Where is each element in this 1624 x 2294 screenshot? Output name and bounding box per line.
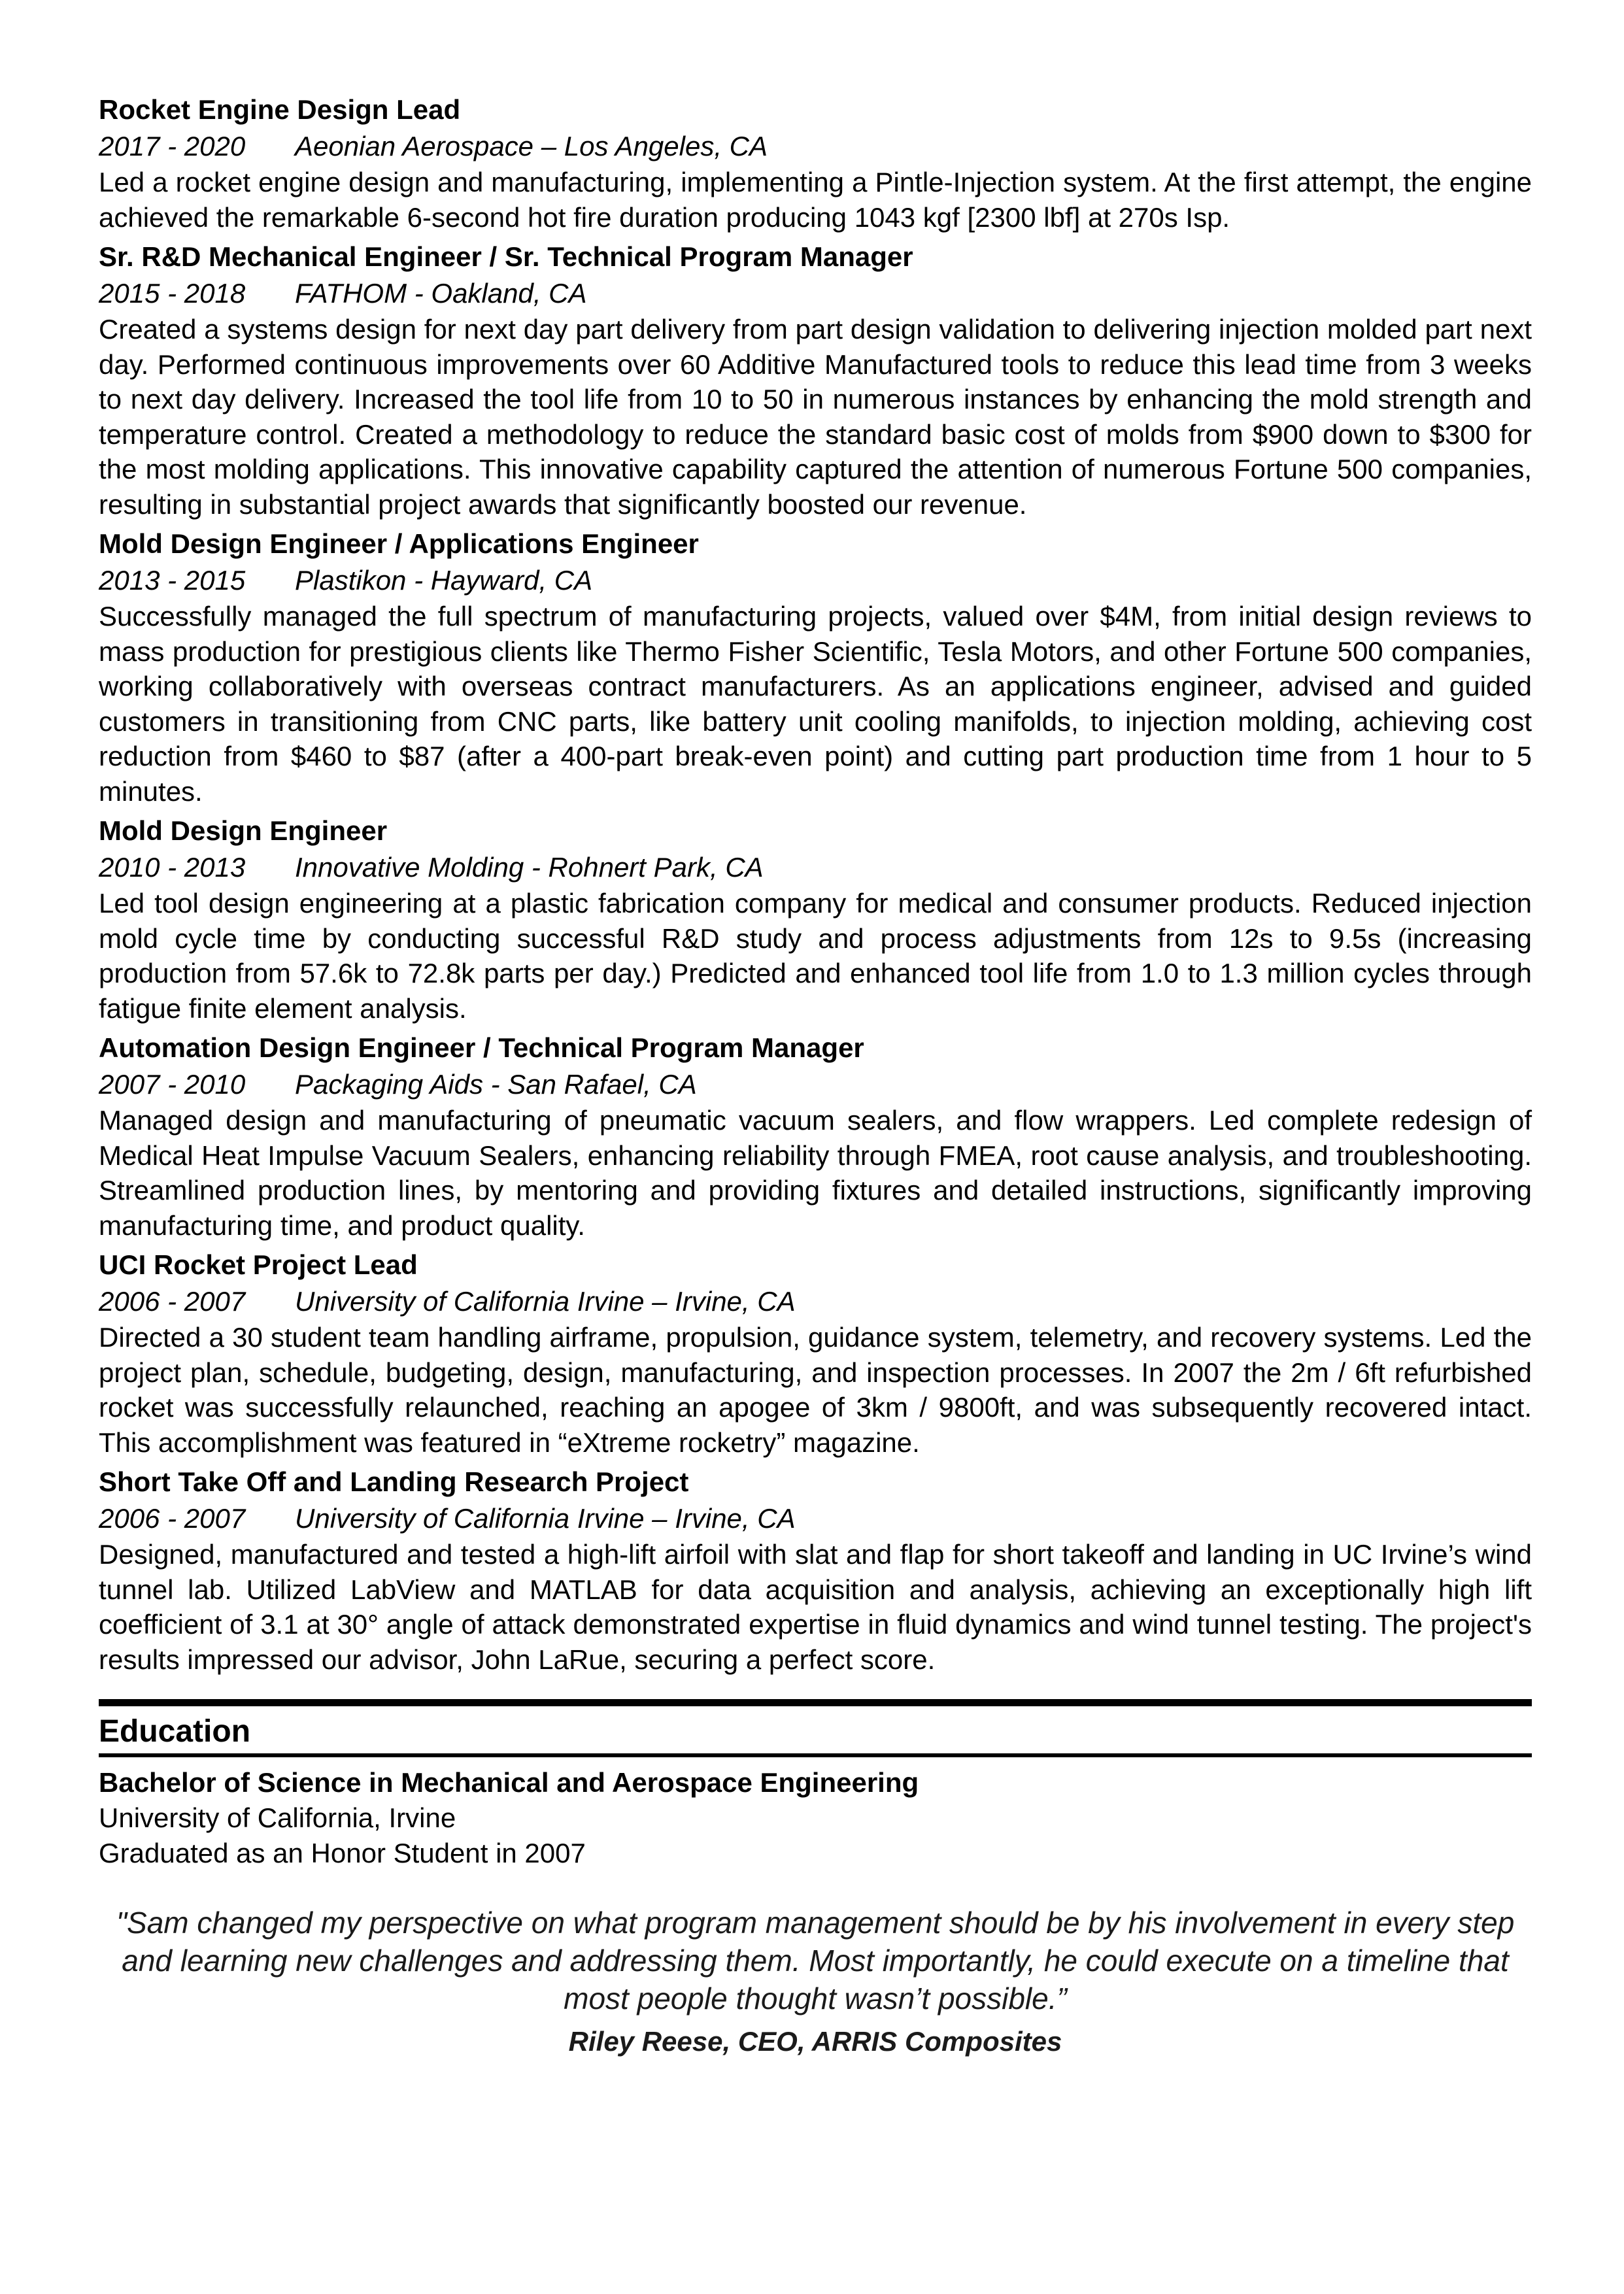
experience-entry-rocket-engine <box>99 92 1532 235</box>
job-meta <box>99 1500 1532 1537</box>
testimonial <box>99 1904 1532 2061</box>
job-organization: Innovative Molding - Rohnert Park, CA <box>295 852 764 883</box>
job-description: Led tool design engineering at a plastic fabrication company for medical and consumer products. Reduced injection mold cycle time by conducting successful R&D study and process adjustments from 12s to 9.5s (increasing production from 57.6k to 72.8k parts per day.) Predicted and enhanced tool life from 1.0 to 1.3 million cycles through fatigue finite element analysis. <box>99 888 1532 1024</box>
job-organization: Plastikon - Hayward, CA <box>295 565 593 596</box>
job-title: Automation Design Engineer / Technical Program Manager <box>99 1032 864 1063</box>
testimonial-author: Riley Reese, CEO, ARRIS Composites <box>568 2026 1062 2057</box>
education-degree: Bachelor of Science in Mechanical and Aerospace Engineering <box>99 1767 919 1798</box>
job-dates: 2006 - 2007 <box>99 1503 246 1534</box>
experience-entry-innovative-molding <box>99 813 1532 1026</box>
job-meta <box>99 275 1532 312</box>
education-heading: Education <box>99 1714 251 1749</box>
job-dates: 2017 - 2020 <box>99 131 246 161</box>
job-description: Designed, manufactured and tested a high-lift airfoil with slat and flap for short takeoff and landing in UC Irvine’s wind tunnel lab. Utilized LabView and MATLAB for data acquisition and analysis, achieving an exceptionally high lift coefficient of 3.1 at 30° angle of attack demonstrated expertise in fluid dynamics and wind tunnel testing. The project's results impressed our advisor, John LaRue, securing a perfect score. <box>99 1539 1532 1675</box>
experience-entry-fathom <box>99 239 1532 522</box>
job-organization: University of California Irvine – Irvine, CA <box>295 1286 796 1317</box>
job-meta <box>99 1066 1532 1103</box>
job-dates: 2010 - 2013 <box>99 852 246 883</box>
section-divider-thin <box>99 1753 1532 1757</box>
experience-entry-packaging-aids <box>99 1030 1532 1243</box>
job-title: Mold Design Engineer <box>99 815 388 846</box>
job-dates: 2015 - 2018 <box>99 278 246 309</box>
job-meta <box>99 128 1532 165</box>
job-meta <box>99 849 1532 886</box>
job-organization: FATHOM - Oakland, CA <box>295 278 587 309</box>
experience-entry-plastikon <box>99 526 1532 809</box>
job-dates: 2013 - 2015 <box>99 565 246 596</box>
resume-page <box>99 92 1532 2061</box>
job-dates: 2006 - 2007 <box>99 1286 246 1317</box>
job-meta <box>99 1283 1532 1320</box>
job-dates: 2007 - 2010 <box>99 1069 246 1100</box>
job-description: Successfully managed the full spectrum of manufacturing projects, valued over $4M, from initial design reviews to mass production for prestigious clients like Thermo Fisher Scientific, Tesla Motors, and other Fortune 500 companies, working collaboratively with overseas contract manufacturers. As an applications engineer, advised and guided customers in transitioning from CNC parts, like battery unit cooling manifolds, to injection molding, achieving cost reduction from $460 to $87 (after a 400-part break-even point) and cutting part production time from 1 hour to 5 minutes. <box>99 601 1532 807</box>
education-school: University of California, Irvine <box>99 1802 456 1833</box>
job-title: Mold Design Engineer / Applications Engineer <box>99 528 699 559</box>
experience-entry-uci-rocket <box>99 1247 1532 1460</box>
job-organization: Packaging Aids - San Rafael, CA <box>295 1069 697 1100</box>
job-meta <box>99 562 1532 599</box>
job-description: Directed a 30 student team handling airframe, propulsion, guidance system, telemetry, and recovery systems. Led the project plan, schedule, budgeting, design, manufacturing, and inspection processes. In 2007 the 2m / 6ft refurbished rocket was successfully relaunched, reaching an apogee of 3km / 9800ft, and was subsequently recovered intact. This accomplishment was featured in “eXtreme rocketry” magazine. <box>99 1322 1532 1458</box>
job-organization: University of California Irvine – Irvine, CA <box>295 1503 796 1534</box>
job-title: UCI Rocket Project Lead <box>99 1249 418 1280</box>
job-description: Led a rocket engine design and manufacturing, implementing a Pintle-Injection system. At the first attempt, the engine achieved the remarkable 6-second hot fire duration producing 1043 kgf [2300 lbf] at 270s Isp. <box>99 167 1532 233</box>
job-title: Rocket Engine Design Lead <box>99 94 461 125</box>
job-title: Short Take Off and Landing Research Project <box>99 1466 689 1497</box>
experience-entry-stol-research <box>99 1464 1532 1677</box>
job-organization: Aeonian Aerospace – Los Angeles, CA <box>295 131 768 161</box>
section-divider-thick <box>99 1699 1532 1706</box>
job-description: Managed design and manufacturing of pneumatic vacuum sealers, and flow wrappers. Led complete redesign of Medical Heat Impulse Vacuum Sealers, enhancing reliability through FMEA, root cause analysis, and troubleshooting. Streamlined production lines, by mentoring and providing fixtures and detailed instructions, significantly improving manufacturing time, and product quality. <box>99 1105 1532 1241</box>
job-title: Sr. R&D Mechanical Engineer / Sr. Technical Program Manager <box>99 241 913 272</box>
testimonial-quote: "Sam changed my perspective on what program management should be by his involvement in every step and learning new challenges and addressing them. Most importantly, he could execute on a timeline that most people thought wasn’t possible.” <box>116 1906 1515 2016</box>
job-description: Created a systems design for next day part delivery from part design validation to delivering injection molded part next day. Performed continuous improvements over 60 Additive Manufactured tools to reduce this lead time from 3 weeks to next day delivery. Increased the tool life from 10 to 50 in numerous instances by enhancing the mold strength and temperature control. Created a methodology to reduce the standard basic cost of molds from $900 down to $300 for the most molding applications. This innovative capability captured the attention of numerous Fortune 500 companies, resulting in substantial project awards that significantly boosted our revenue. <box>99 314 1532 520</box>
education-note: Graduated as an Honor Student in 2007 <box>99 1838 586 1868</box>
